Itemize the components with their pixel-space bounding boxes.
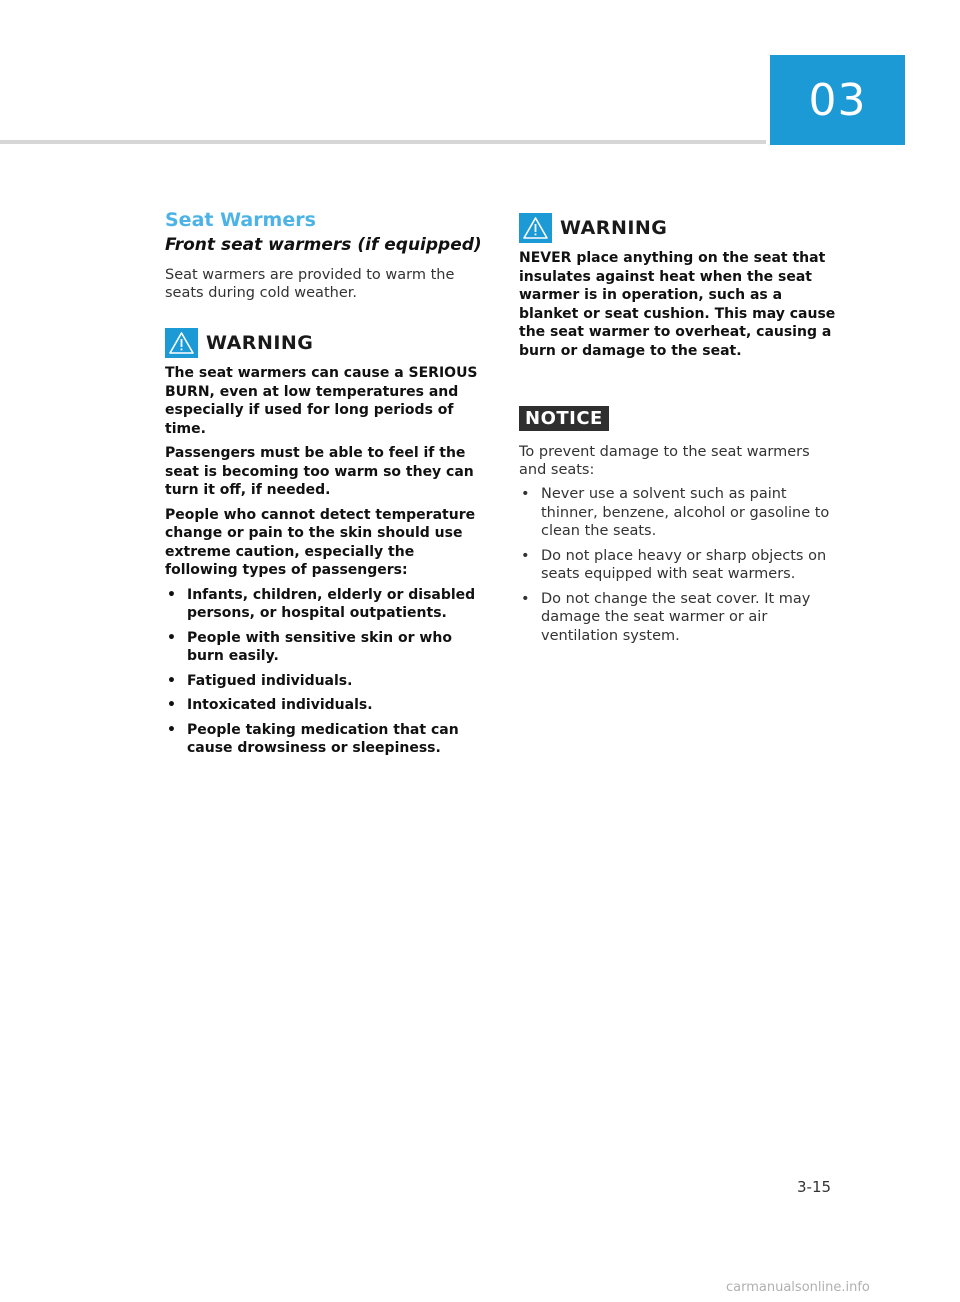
list-item <box>165 696 485 715</box>
list-item <box>519 485 839 541</box>
list-item-text: Intoxicated individuals. <box>187 697 373 713</box>
list-item <box>165 672 485 691</box>
header-rule <box>0 140 766 144</box>
list-item-text: People taking medication that can cause drowsiness or sleepiness. <box>187 721 459 756</box>
subsection-title: Front seat warmers (if equipped) <box>165 235 482 255</box>
bullet-icon: • <box>521 590 530 607</box>
bullet-icon: • <box>167 586 176 603</box>
bullet-icon: • <box>167 721 176 738</box>
list-item <box>519 547 839 584</box>
list-item <box>165 629 485 666</box>
warning-paragraph: People who cannot detect temperature change or pain to the skin should use extreme caution, especially the following types of passengers: <box>165 506 476 578</box>
warning-triangle-icon <box>519 213 552 243</box>
list-item-text: People with sensitive skin or who burn easily. <box>187 629 452 664</box>
intro-text: Seat warmers are provided to warm the seats during cold weather. <box>165 267 455 301</box>
warning-header <box>519 213 839 243</box>
list-item-text: Do not place heavy or sharp objects on seats equipped with seat warmers. <box>541 547 827 582</box>
warning-label: WARNING <box>206 332 314 354</box>
warning-label: WARNING <box>560 217 668 239</box>
left-column <box>165 208 485 764</box>
notice-badge: NOTICE <box>519 406 609 431</box>
warning-header <box>165 328 485 358</box>
bullet-icon: • <box>167 697 176 713</box>
list-item <box>165 586 485 623</box>
list-item <box>165 721 485 758</box>
list-item <box>519 590 839 646</box>
list-item-text: Fatigued individuals. <box>187 672 353 689</box>
right-column <box>519 213 839 651</box>
warning-triangle-icon <box>165 328 198 358</box>
list-item-text: Do not change the seat cover. It may damage the seat warmer or air ventilation system. <box>541 590 811 644</box>
section-title: Seat Warmers <box>165 209 316 231</box>
bullet-icon: • <box>521 547 530 564</box>
watermark: carmanualsonline.info <box>726 1280 870 1295</box>
list-item-text: Infants, children, elderly or disabled persons, or hospital outpatients. <box>187 586 476 621</box>
chapter-tab <box>770 55 905 145</box>
notice-intro: To prevent damage to the seat warmers and seats: <box>519 444 810 478</box>
warning-paragraph: Passengers must be able to feel if the seat is becoming too warm so they can turn it off, if needed. <box>165 445 474 498</box>
warning-bullet-list <box>165 586 485 758</box>
list-item-text: Never use a solvent such as paint thinner, benzene, alcohol or gasoline to clean the seats. <box>541 486 830 539</box>
warning-paragraph: NEVER place anything on the seat that insulates against heat when the seat warmer is in operation, such as a blanket or seat cushion. This may cause the seat warmer to overheat, causing a burn or damage to the seat. <box>519 250 836 359</box>
page-number: 3-15 <box>797 1178 832 1196</box>
bullet-icon: • <box>167 672 176 689</box>
bullet-icon: • <box>167 629 176 646</box>
warning-paragraph: The seat warmers can cause a SERIOUS BURN, even at low temperatures and especially if used for long periods of time. <box>165 365 478 437</box>
notice-bullet-list <box>519 485 839 645</box>
chapter-number: 03 <box>808 74 867 126</box>
bullet-icon: • <box>521 486 530 502</box>
